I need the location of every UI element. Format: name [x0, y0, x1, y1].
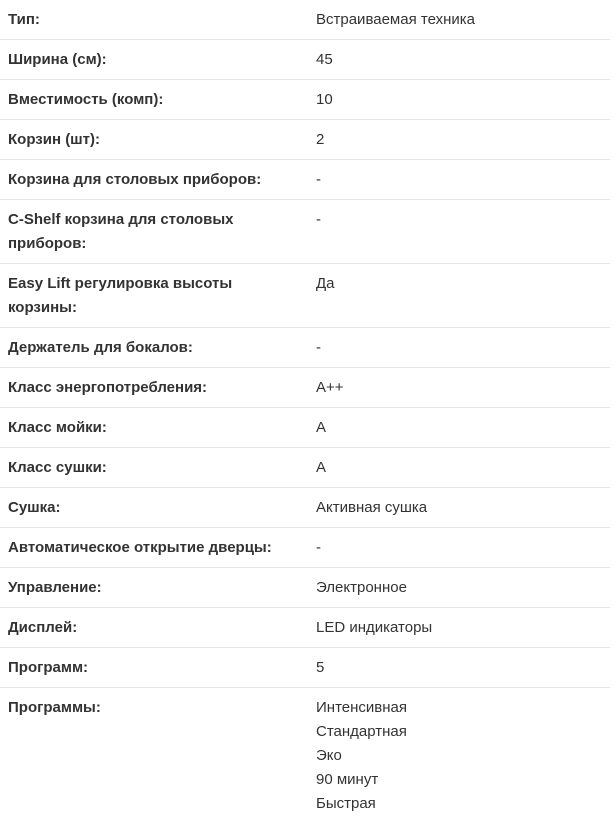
spec-label: Класс энергопотребления:: [8, 379, 208, 396]
program-item: Эко: [316, 747, 342, 764]
spec-label: C-Shelf корзина для столовых приборов:: [8, 211, 234, 252]
spec-row-auto-door: [0, 528, 610, 568]
spec-label: Вместимость (комп):: [8, 91, 164, 108]
spec-value: Активная сушка: [316, 499, 428, 516]
spec-value: A: [316, 459, 327, 476]
spec-label: Дисплей:: [8, 619, 78, 636]
spec-value: Да: [316, 275, 335, 292]
spec-label: Класс мойки:: [8, 419, 107, 436]
spec-row-wash-class: [0, 408, 610, 448]
program-item: Интенсивная: [316, 699, 407, 716]
spec-row-drying: [0, 488, 610, 528]
spec-row-program-count: [0, 648, 610, 688]
spec-label: Ширина (см):: [8, 51, 107, 68]
spec-row-dry-class: [0, 448, 610, 488]
spec-label: Корзина для столовых приборов:: [8, 171, 262, 188]
spec-row-width: [0, 40, 610, 80]
spec-label: Сушка:: [8, 499, 61, 516]
spec-label: Класс сушки:: [8, 459, 107, 476]
spec-value: A++: [316, 379, 344, 396]
spec-value: Электронное: [316, 579, 407, 596]
spec-row-baskets: [0, 120, 610, 160]
spec-value: -: [316, 339, 321, 356]
spec-row-energy-class: [0, 368, 610, 408]
spec-label: Автоматическое открытие дверцы:: [8, 539, 272, 556]
spec-value: 5: [316, 659, 325, 676]
spec-label: Держатель для бокалов:: [8, 339, 193, 356]
spec-row-control: [0, 568, 610, 608]
spec-value: Встраиваемая техника: [316, 11, 475, 28]
spec-value: -: [316, 171, 321, 188]
program-item: 90 минут: [316, 771, 379, 788]
spec-value: -: [316, 539, 321, 556]
spec-label: Тип:: [8, 11, 40, 28]
spec-row-programs: [0, 688, 610, 823]
spec-row-cutlery-basket: [0, 160, 610, 200]
spec-value: 45: [316, 51, 333, 68]
spec-value: A: [316, 419, 327, 436]
spec-row-easy-lift: [0, 264, 610, 328]
spec-label: Easy Lift регулировка высоты корзины:: [8, 275, 233, 316]
program-item: Быстрая: [316, 795, 376, 812]
spec-value: LED индикаторы: [316, 619, 433, 636]
spec-label: Программы:: [8, 699, 101, 716]
spec-row-type: [0, 0, 610, 40]
spec-value: 2: [316, 131, 325, 148]
spec-row-capacity: [0, 80, 610, 120]
program-item: Стандартная: [316, 723, 407, 740]
spec-row-glass-holder: [0, 328, 610, 368]
spec-row-c-shelf: [0, 200, 610, 264]
spec-value: -: [316, 211, 321, 228]
spec-value-list: [308, 696, 610, 816]
spec-value: 10: [316, 91, 333, 108]
spec-label: Корзин (шт):: [8, 131, 101, 148]
spec-row-display: [0, 608, 610, 648]
spec-label: Программ:: [8, 659, 89, 676]
spec-label: Управление:: [8, 579, 102, 596]
